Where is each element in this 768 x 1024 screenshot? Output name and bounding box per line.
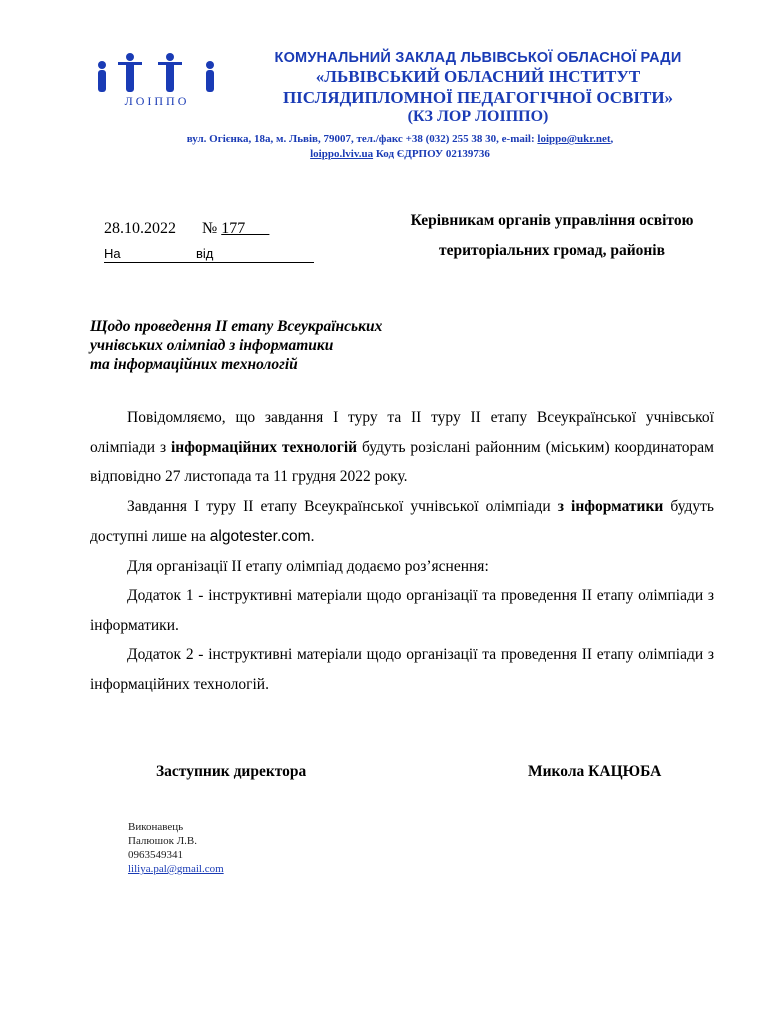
address-line: [120, 132, 680, 147]
paragraph-5: Додаток 2 - інструктивні матеріали щодо організації та проведення ІІ етапу олімпіади з інформаційних технологій.: [90, 646, 714, 693]
algotester-site: algotester.com: [209, 527, 311, 545]
org-line-2: «ЛЬВІВСЬКИЙ ОБЛАСНИЙ ІНСТИТУТ: [315, 67, 641, 86]
number-value: 177___: [221, 220, 270, 237]
letter-subject: [90, 317, 382, 374]
p2-text-c: .: [310, 527, 315, 545]
addressee-line-1: Керівникам органів управління освітою: [410, 212, 694, 229]
letter-date: 28.10.2022: [104, 220, 176, 237]
paragraph-3: Для організації ІІ етапу олімпіад додаємо роз’яснення:: [127, 558, 489, 575]
p2-bold: з інформатики: [557, 498, 664, 515]
executor-name: Палюшок Л.В.: [128, 835, 197, 847]
p2-text-a: Завдання І туру ІІ етапу Всеукраїнської учнівської олімпіади: [127, 498, 558, 515]
paragraph-4: Додаток 1 - інструктивні матеріали щодо організації та проведення ІІ етапу олімпіади з інформатики.: [90, 587, 714, 634]
p1-text-a: Повідомляємо, що завдання І туру та ІІ туру ІІ етапу Всеукраїнської учнівської олімпіади з: [90, 409, 714, 456]
address-text: вул. Огієнка, 18а, м. Львів, 79007, тел./факс +38 (032) 255 38 30, e-mail:: [186, 133, 538, 145]
letter-number: [202, 220, 269, 238]
website-line: [120, 147, 680, 162]
paragraph-1: [90, 403, 714, 492]
subject-line-2: учнівських олімпіад з інформатики: [90, 337, 334, 354]
signatory-position: Заступник директора: [156, 763, 307, 780]
org-email-link[interactable]: loippo@ukr.net: [537, 133, 611, 145]
org-website-link[interactable]: loippo.lviv.ua: [310, 148, 374, 160]
executor-phone: 0963549341: [128, 849, 183, 861]
org-line-1: КОМУНАЛЬНИЙ ЗАКЛАД ЛЬВІВСЬКОЇ ОБЛАСНОЇ РАДИ: [274, 50, 682, 66]
p2-text-b: будуть доступні лише на: [90, 498, 714, 545]
p1-bold: інформаційних технологій: [170, 438, 358, 456]
logo-caption: ЛОІППО: [124, 94, 190, 108]
edrpou-code: Код ЄДРПОУ 02139736: [373, 148, 490, 160]
executor-label: Виконавець: [128, 821, 184, 833]
addressee-line-2: територіальних громад, районів: [439, 242, 665, 259]
paragraph-2: [90, 492, 714, 551]
subject-line-3: та інформаційних технологій: [90, 356, 298, 373]
subject-line-1: Щодо проведення ІІ етапу Всеукраїнських: [90, 318, 383, 335]
signatory-name: Микола КАЦЮБА: [528, 763, 662, 780]
reply-reference: [104, 246, 314, 263]
executor-email-link[interactable]: liliya.pal@gmail.com: [128, 863, 224, 875]
p1-text-b: будуть розіслані районним (міським) координаторам відповідно 27 листопада та 11 грудня 2022 року.: [90, 438, 714, 485]
na-label: На: [104, 246, 121, 261]
vid-label: від: [196, 246, 214, 261]
number-label: №: [202, 220, 218, 237]
org-line-4: (КЗ ЛОР ЛОІППО): [407, 108, 549, 125]
address-sep: ,: [610, 133, 614, 145]
org-line-3: ПІСЛЯДИПЛОМНОЇ ПЕДАГОГІЧНОЇ ОСВІТИ»: [282, 88, 674, 107]
executor-block: [128, 820, 224, 876]
